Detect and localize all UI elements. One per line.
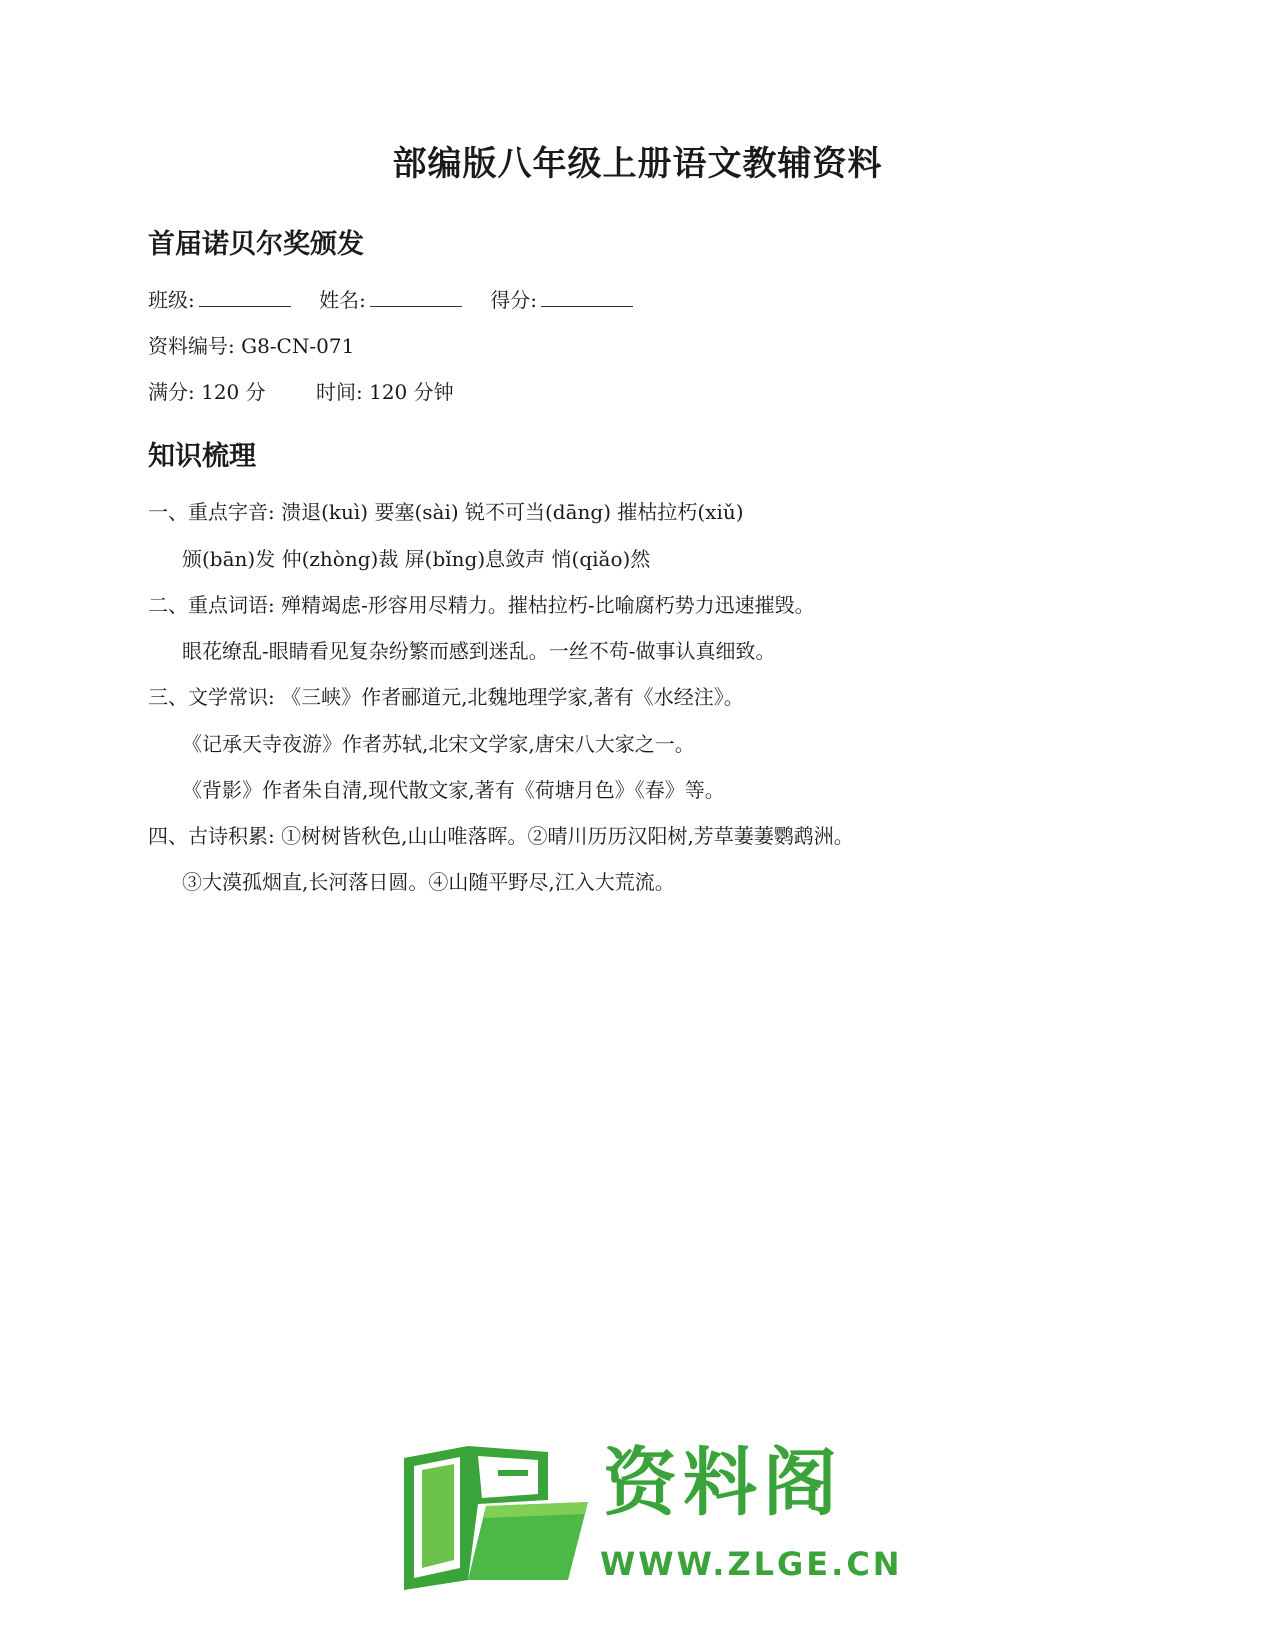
content-line-pronunciation: 一、重点字音: 溃退(kuì) 要塞(sài) 锐不可当(dāng) 摧枯拉朽(xiǔ): [148, 500, 744, 524]
site-logo: [398, 1440, 903, 1590]
document-id: 资料编号: G8-CN-071: [148, 334, 355, 358]
content-line-vocabulary: 二、重点词语: 殚精竭虑-形容用尽精力。摧枯拉朽-比喻腐朽势力迅速摧毁。: [148, 593, 815, 617]
section-heading: 知识梳理: [148, 441, 256, 472]
score-field: [490, 290, 633, 310]
logo-url: WWW.ZLGE.CN: [600, 1545, 903, 1583]
content-line-poetry: 四、古诗积累: ①树树皆秋色,山山唯落晖。②晴川历历汉阳树,芳草萋萋鹦鹉洲。: [148, 824, 854, 848]
page-title: 部编版八年级上册语文教辅资料: [392, 144, 883, 184]
exam-meta: [148, 382, 498, 402]
logo-name: 资料阁: [603, 1440, 843, 1526]
content-line-pronunciation-cont: 颁(bān)发 仲(zhòng)裁 屏(bǐng)息敛声 悄(qiǎo)然: [182, 547, 651, 571]
open-book-folder-icon: [398, 1440, 594, 1590]
score-blank[interactable]: [541, 292, 633, 307]
score-label: 得分:: [490, 288, 537, 312]
student-info-form: [148, 290, 655, 310]
class-label: 班级:: [148, 288, 195, 312]
class-field: [148, 290, 291, 310]
content-line-literature: 三、文学常识: 《三峡》作者郦道元,北魏地理学家,著有《水经注》。: [148, 685, 744, 709]
name-label: 姓名:: [319, 288, 366, 312]
class-blank[interactable]: [199, 292, 291, 307]
name-blank[interactable]: [370, 292, 462, 307]
full-score: 满分: 120 分: [148, 380, 266, 404]
name-field: [319, 290, 462, 310]
content-line-literature-cont-1: 《记承天寺夜游》作者苏轼,北宋文学家,唐宋八大家之一。: [182, 732, 695, 756]
exam-time: 时间: 120 分钟: [316, 380, 454, 404]
document-subtitle: 首届诺贝尔奖颁发: [148, 229, 364, 260]
content-line-vocabulary-cont: 眼花缭乱-眼睛看见复杂纷繁而感到迷乱。一丝不苟-做事认真细致。: [182, 639, 776, 663]
content-line-poetry-cont: ③大漠孤烟直,长河落日圆。④山随平野尽,江入大荒流。: [182, 870, 675, 894]
content-line-literature-cont-2: 《背影》作者朱自清,现代散文家,著有《荷塘月色》《春》等。: [182, 778, 725, 802]
